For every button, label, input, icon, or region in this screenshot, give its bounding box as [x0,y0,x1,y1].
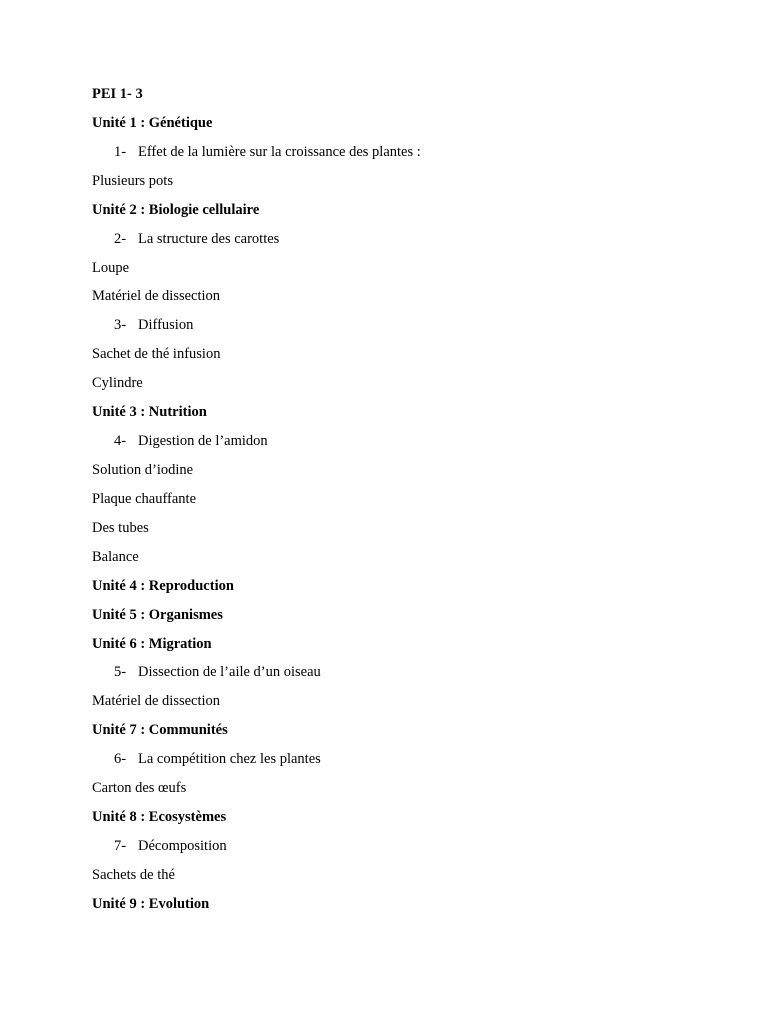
material-line: Matériel de dissection [92,693,221,710]
unit-heading: Unité 4 : Reproduction [92,577,234,594]
material-line: Matériel de dissection [92,288,221,305]
unit-heading: Unité 6 : Migration [92,635,212,652]
item-number: 5- [114,664,127,681]
item-text: Dissection de l’aile d’un oiseau [138,664,321,681]
unit-heading: Unité 7 : Communités [92,722,228,739]
item-text: Effet de la lumière sur la croissance des plantes : [138,143,421,160]
item-number: 6- [114,751,127,768]
item-number: 4- [114,433,127,450]
material-line: Carton des œufs [92,780,187,797]
unit-heading: Unité 8 : Ecosystèmes [92,809,227,826]
numbered-item [92,229,712,258]
item-text: La structure des carottes [138,230,280,247]
numbered-item [92,315,712,344]
material-line: Des tubes [92,519,149,536]
unit-heading: Unité 9 : Evolution [92,895,210,912]
material-line: Loupe [92,259,130,276]
item-number: 2- [114,230,127,247]
material-line: Plaque chauffante [92,490,197,507]
numbered-item [92,431,712,460]
document-title: PEI 1- 3 [92,86,143,102]
unit-heading: Unité 3 : Nutrition [92,404,207,421]
unit-heading: Unité 1 : Génétique [92,114,213,131]
material-line: Balance [92,548,139,565]
material-line: Cylindre [92,375,143,392]
unit-heading: Unité 2 : Biologie cellulaire [92,201,260,218]
item-text: Digestion de l’amidon [138,433,268,450]
item-text: Diffusion [138,317,194,334]
item-number: 7- [114,837,127,854]
material-line: Sachet de thé infusion [92,346,221,363]
numbered-item [92,749,712,778]
document-body [92,84,712,923]
numbered-item [92,836,712,865]
item-text: Décomposition [138,837,227,854]
numbered-item [92,142,712,171]
numbered-item [92,662,712,691]
material-line: Plusieurs pots [92,172,173,189]
material-line: Sachets de thé [92,866,175,883]
item-number: 1- [114,143,127,160]
item-number: 3- [114,317,127,334]
material-line: Solution d’iodine [92,461,194,478]
document-lines [92,113,712,923]
item-text: La compétition chez les plantes [138,751,321,768]
unit-heading: Unité 5 : Organismes [92,606,223,623]
